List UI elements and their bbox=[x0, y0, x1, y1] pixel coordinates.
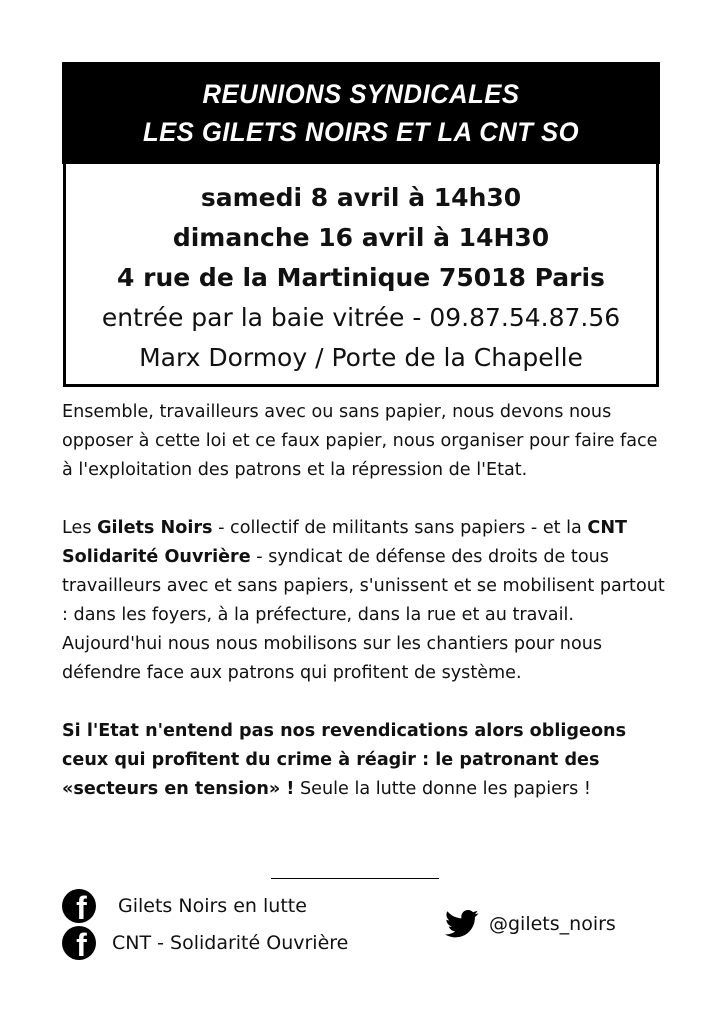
facebook-gilets-noirs-label: Gilets Noirs en lutte bbox=[118, 895, 307, 917]
twitter-bird-icon bbox=[445, 909, 479, 939]
twitter-gilets-noirs[interactable] bbox=[445, 909, 616, 939]
twitter-handle: @gilets_noirs bbox=[489, 913, 616, 935]
para2-prefix: Les bbox=[62, 518, 98, 538]
paragraph-call bbox=[62, 717, 667, 804]
flyer-header bbox=[62, 62, 660, 164]
gilets-noirs-name: Gilets Noirs bbox=[97, 518, 213, 538]
flyer-body bbox=[62, 398, 667, 833]
facebook-gilets-noirs[interactable] bbox=[62, 889, 307, 923]
facebook-cnt-so[interactable] bbox=[62, 926, 348, 960]
meeting-address: 4 rue de la Martinique 75018 Paris bbox=[117, 263, 605, 292]
header-line-2: LES GILETS NOIRS ET LA CNT SO bbox=[142, 117, 580, 147]
facebook-icon: f bbox=[62, 889, 96, 923]
cnt-so-name: CNT Solidarité Ouvrière bbox=[62, 518, 628, 567]
paragraph-intro: Ensemble, travailleurs avec ou sans papier, nous devons nous opposer à cette loi et ce faux papier, nous organiser pour faire face à l'exploitation des patrons et la répression de l'Etat. bbox=[62, 402, 658, 480]
meeting-date-1: samedi 8 avril à 14h30 bbox=[200, 183, 522, 212]
footer-divider bbox=[271, 878, 439, 879]
meeting-info-box bbox=[63, 164, 659, 387]
facebook-cnt-so-label: CNT - Solidarité Ouvrière bbox=[112, 932, 349, 954]
meeting-date-2: dimanche 16 avril à 14H30 bbox=[172, 223, 550, 252]
entrance-and-phone: entrée par la baie vitrée - 09.87.54.87.56 bbox=[101, 303, 621, 332]
para2-mid: - collectif de militants sans papiers - et la bbox=[212, 518, 588, 538]
call-to-action-bold: Si l'Etat n'entend pas nos revendications alors obligeons ceux qui profitent du crime à réagir : le patronant des «secteurs en tension» ! bbox=[62, 721, 627, 799]
metro-stations: Marx Dormoy / Porte de la Chapelle bbox=[139, 343, 583, 372]
header-line-1: REUNIONS SYNDICALES bbox=[202, 79, 520, 109]
para2-rest: - syndicat de défense des droits de tous travailleurs avec et sans papiers, s'unissent et se mobilisent partout : dans les foyers, à la préfecture, dans la rue et au travail. Aujourd'hui nous nous mobilisons sur les chantiers pour nous défendre face aux patrons qui profitent de système. bbox=[62, 547, 665, 683]
facebook-icon: f bbox=[62, 926, 96, 960]
call-to-action-end: Seule la lutte donne les papiers ! bbox=[294, 779, 591, 799]
paragraph-organisations bbox=[62, 514, 667, 688]
